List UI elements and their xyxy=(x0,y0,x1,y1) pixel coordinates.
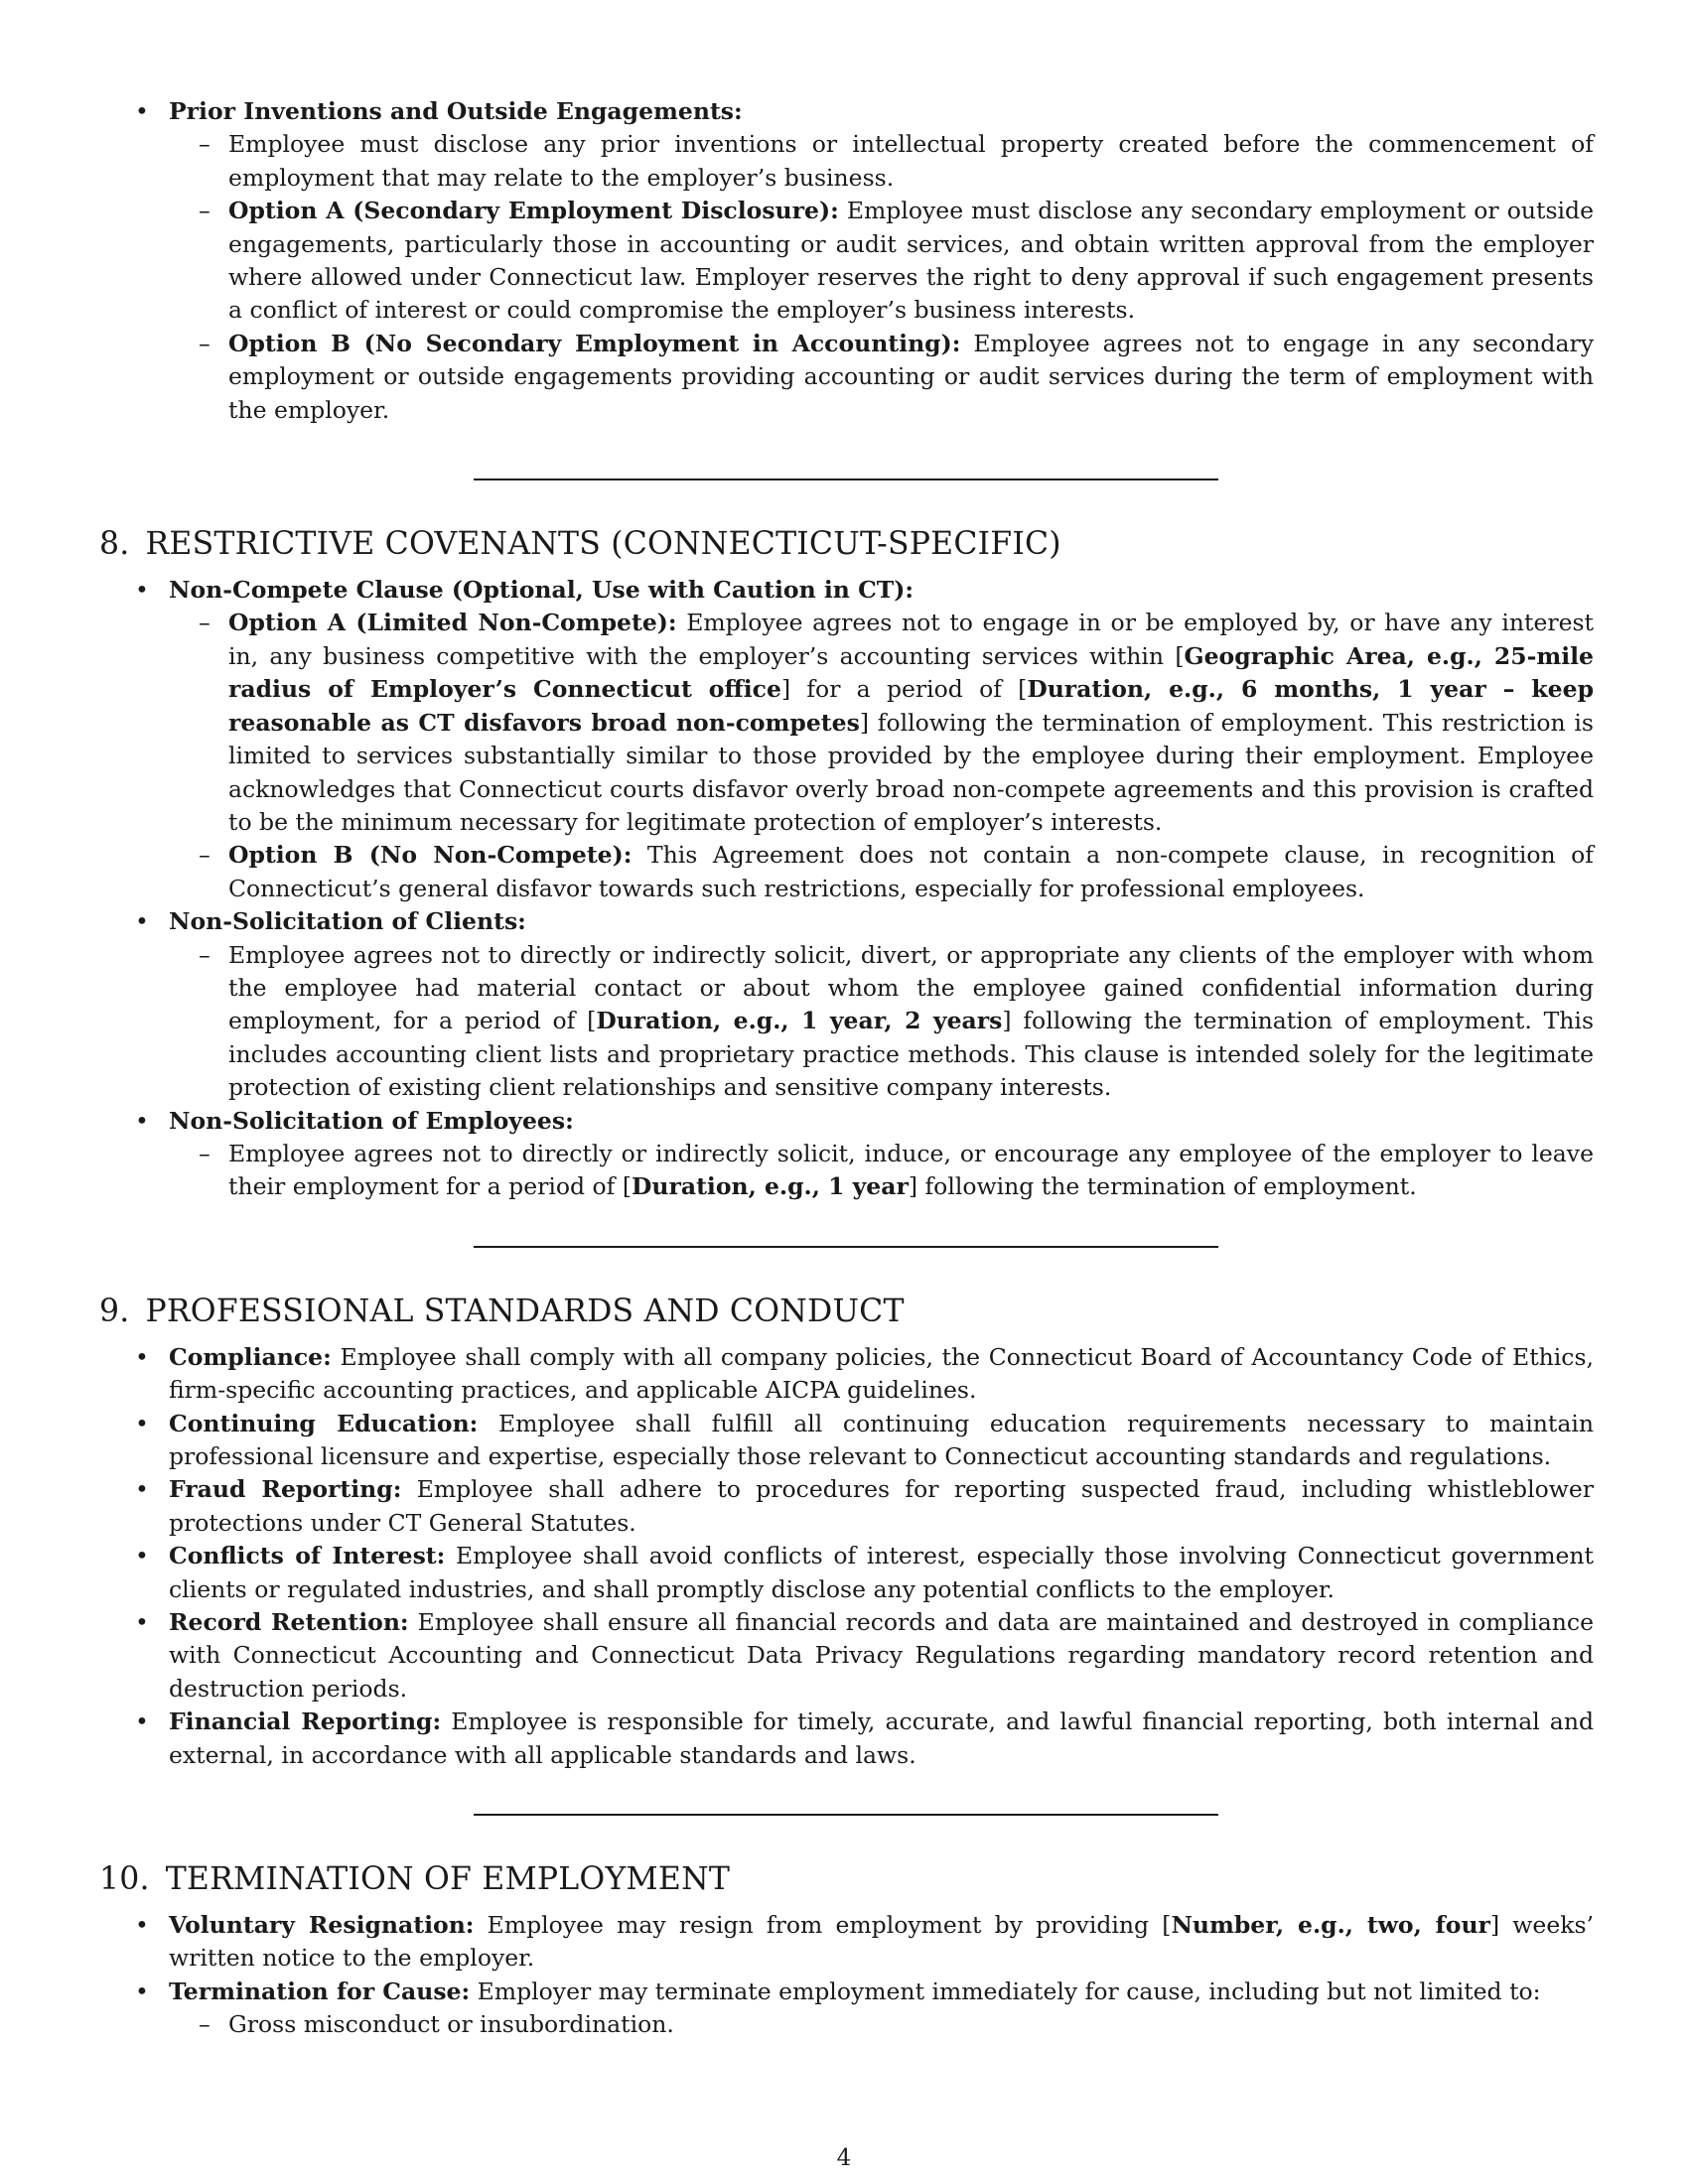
prior-inventions-item xyxy=(99,95,1594,427)
section-10-heading xyxy=(99,1859,1594,1899)
prior-inventions-disclosure xyxy=(169,128,1594,195)
standards-label: Record Retention: xyxy=(169,1608,409,1637)
section-9-heading xyxy=(99,1292,1594,1331)
standards-item-financial-reporting xyxy=(99,1706,1594,1772)
non-solicitation-employees-sublist xyxy=(169,1138,1594,1204)
page-number: 4 xyxy=(836,2145,852,2171)
section-8-number: 8. xyxy=(99,526,130,563)
standards-text: Employee shall comply with all company policies, the Connecticut Board of Accountancy Code of Ethics, firm-specific accounting practices, and applicable AICPA guidelines. xyxy=(169,1342,1594,1405)
prior-inventions-heading: Prior Inventions and Outside Engagements: xyxy=(169,97,743,125)
non-solicitation-clients-text xyxy=(169,939,1594,1105)
secondary-employment-option-a xyxy=(169,195,1594,328)
termination-for-cause-text: Employer may terminate employment immediately for cause, including but not limited to: xyxy=(470,1977,1541,2005)
option-a-label: Option A (Secondary Employment Disclosure): xyxy=(228,197,839,225)
prior-inventions-sublist xyxy=(169,128,1594,427)
option-a-text: Employee must disclose any secondary employment or outside engagements, particularly those in accounting or audit services, and obtain written approval from the employer where allowed under Connecticut law. Employer reserves the right to deny approval if such engagement presents a conflict of interest or could compromise the employer’s business interests. xyxy=(228,197,1594,325)
standards-item-continuing-education xyxy=(99,1408,1594,1474)
voluntary-resignation-item xyxy=(99,1909,1594,1976)
option-b-label: Option B (No Secondary Employment in Accounting): xyxy=(228,329,961,357)
non-solicitation-clients-item xyxy=(99,905,1594,1104)
nc-option-a-text-1: Employee agrees not to engage in or be employed by, or have any interest in, any business competitive with the employer’s accounting services within [ xyxy=(228,609,1594,670)
nsc-duration-placeholder: Duration, e.g., 1 year, 2 years xyxy=(596,1007,1003,1035)
nc-option-a-text-2: ] for a period of [ xyxy=(780,675,1028,704)
secondary-employment-option-b xyxy=(169,328,1594,427)
standards-label: Compliance: xyxy=(169,1342,332,1371)
standards-text: Employee shall fulfill all continuing education requirements necessary to maintain professional licensure and expertise, especially those relevant to Connecticut accounting standards and regulations. xyxy=(169,1409,1594,1470)
standards-item-conflicts-of-interest xyxy=(99,1540,1594,1606)
termination-for-cause-label: Termination for Cause: xyxy=(169,1977,471,2005)
standards-label: Financial Reporting: xyxy=(169,1707,442,1736)
non-solicitation-employees-item xyxy=(99,1105,1594,1204)
non-compete-option-a xyxy=(169,607,1594,839)
termination-for-cause-sublist xyxy=(169,2008,1594,2041)
standards-text: Employee shall adhere to procedures for reporting suspected fraud, including whistleblower protections under CT General Statutes. xyxy=(169,1475,1594,1537)
standards-label: Continuing Education: xyxy=(169,1409,479,1437)
page-content xyxy=(99,95,1594,2042)
gross-misconduct-text: Gross misconduct or insubordination. xyxy=(228,2010,674,2039)
standards-item-fraud-reporting xyxy=(99,1473,1594,1540)
section-divider xyxy=(474,478,1218,480)
nse-text-1: Employee agrees not to directly or indirectly solicit, induce, or encourage any employee of the employer to leave their employment for a period of [ xyxy=(228,1139,1594,1201)
non-solicitation-employees-text xyxy=(169,1138,1594,1204)
nc-option-b-text: This Agreement does not contain a non-compete clause, in recognition of Connecticut’s general disfavor towards such restrictions, especially for professional employees. xyxy=(228,841,1594,902)
section-10-list xyxy=(99,1909,1594,2042)
section-8-list xyxy=(99,574,1594,1204)
vr-text-1: Employee may resign from employment by providing [ xyxy=(474,1911,1172,1940)
standards-label: Conflicts of Interest: xyxy=(169,1542,446,1570)
prior-inventions-list xyxy=(99,95,1594,427)
standards-label: Fraud Reporting: xyxy=(169,1475,402,1504)
nc-option-a-text-3: ] following the termination of employment. This restriction is limited to services substantially similar to those provided by the employee during their employment. Employee acknowledges that Connecticut courts disfavor overly broad non-compete agreements and this provision is crafted to be the minimum necessary for legitimate protection of employer’s interests. xyxy=(228,708,1594,836)
voluntary-resignation-label: Voluntary Resignation: xyxy=(169,1911,475,1940)
nc-option-b-label: Option B (No Non-Compete): xyxy=(228,841,633,870)
vr-text-2: ] weeks’ written notice to the employer. xyxy=(169,1911,1594,1973)
gross-misconduct-item xyxy=(169,2008,1594,2041)
non-compete-option-b xyxy=(169,839,1594,905)
section-8-title: RESTRICTIVE COVENANTS (CONNECTICUT-SPECIFIC) xyxy=(145,526,1061,563)
standards-item-compliance xyxy=(99,1341,1594,1408)
non-solicitation-employees-label: Non-Solicitation of Employees: xyxy=(169,1106,574,1135)
non-solicitation-clients-label: Non-Solicitation of Clients: xyxy=(169,907,526,936)
nc-geographic-area-placeholder: Geographic Area, e.g., 25-mile radius of Employer’s Connecticut office xyxy=(228,641,1594,704)
section-10-title: TERMINATION OF EMPLOYMENT xyxy=(165,1861,731,1898)
non-compete-options xyxy=(169,607,1594,905)
section-8-heading xyxy=(99,524,1594,564)
vr-notice-placeholder: Number, e.g., two, four xyxy=(1171,1911,1490,1940)
prior-inventions-disclosure-text: Employee must disclose any prior inventions or intellectual property created before the commencement of employment that may relate to the employer’s business. xyxy=(228,130,1594,192)
non-compete-item xyxy=(99,574,1594,905)
nse-duration-placeholder: Duration, e.g., 1 year xyxy=(632,1172,909,1201)
nse-text-2: ] following the termination of employment. xyxy=(908,1172,1417,1201)
section-9-number: 9. xyxy=(99,1293,130,1329)
nsc-text-2: ] following the termination of employment. This includes accounting client lists and proprietary practice methods. This clause is intended solely for the legitimate protection of existing client relationships and sensitive company interests. xyxy=(228,1007,1595,1102)
section-9-list xyxy=(99,1341,1594,1772)
standards-text: Employee shall avoid conflicts of interest, especially those involving Connecticut government clients or regulated industries, and shall promptly disclose any potential conflicts to the employer. xyxy=(169,1542,1594,1603)
standards-item-record-retention xyxy=(99,1606,1594,1706)
option-b-text: Employee agrees not to engage in any secondary employment or outside engagements providing accounting or audit services during the term of employment with the employer. xyxy=(228,329,1594,424)
nc-option-a-label: Option A (Limited Non-Compete): xyxy=(228,609,677,637)
section-divider xyxy=(474,1814,1218,1816)
nsc-text-1: Employee agrees not to directly or indirectly solicit, divert, or appropriate any clients of the employer with whom the employee had material contact or about whom the employee gained confidential information during employment, for a period of [ xyxy=(228,940,1594,1035)
standards-text: Employee is responsible for timely, accurate, and lawful financial reporting, both internal and external, in accordance with all applicable standards and laws. xyxy=(169,1707,1594,1769)
non-solicitation-clients-sublist xyxy=(169,939,1594,1105)
standards-text: Employee shall ensure all financial records and data are maintained and destroyed in compliance with Connecticut Accounting and Connecticut Data Privacy Regulations regarding mandatory record retention and destruction periods. xyxy=(169,1608,1594,1703)
nc-duration-placeholder: Duration, e.g., 6 months, 1 year – keep reasonable as CT disfavors broad non-competes xyxy=(228,675,1595,737)
section-divider xyxy=(474,1246,1218,1248)
termination-for-cause-item xyxy=(99,1976,1594,2042)
section-10-number: 10. xyxy=(99,1861,150,1898)
section-9-title: PROFESSIONAL STANDARDS AND CONDUCT xyxy=(145,1293,905,1329)
non-compete-label: Non-Compete Clause (Optional, Use with Caution in CT): xyxy=(169,576,914,605)
